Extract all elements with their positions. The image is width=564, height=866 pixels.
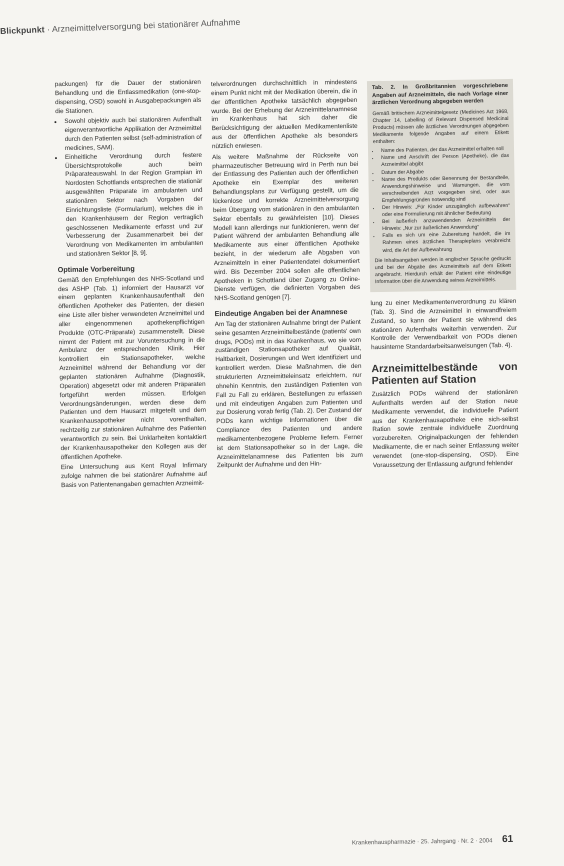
- list-item: • Der Hinweis: „Für Kinder unzugänglich aufbewahren“ oder eine Formulierung mit ähnlicher Bedeutung: [382, 203, 510, 219]
- section-heading-optimal: Optimale Vorbereitung: [57, 263, 135, 275]
- list-item: • Name des Patienten, der das Arzneimittel erhalten soll: [381, 146, 509, 155]
- journal-citation: Krankenhauspharmazie · 25. Jahrgang · Nr. 2 · 2004: [351, 838, 493, 847]
- list-item: • Name und Anschrift der Person (Apotheke), die das Arzneimittel abgibt: [381, 153, 509, 169]
- paragraph: telverordnungen durchschnittlich in mindestens einem Punkt nicht mit der Medikation überein, die in der öffentlichen Apotheke tatsächlich abgegeben wurde. Bei der Erhebung der Arzneimittelanamnese im Krankenhaus hat sich daher die Berücksichtigung der aktuellen Medikamentenliste aus der öffentlichen Apotheke als besonders nützlich erwiesen.: [210, 78, 358, 151]
- column-right: [367, 79, 519, 473]
- list-item: • Name des Produkts oder Benennung der Bestandteile, Anwendungshinweise und Warnungen, die vom verschreibenden Arzt vorgegeben sind, oder aus Empfehlungsgründen notwendig sind: [381, 175, 509, 205]
- table-box-tab2: [367, 79, 516, 292]
- paragraph: Als weitere Maßnahme der Rückseite von pharmazeutischer Betreuung wird in Perth nun bei der Entlassung des Patienten auch der öffentlichen Apotheke ein Exemplar des weiteren Behandlungsplans zur Verfügung gestellt, um die lückenlose und korrekte Arzneimittelversorgung beim Übergang vom stationären in den ambulanten Sektor ebenfalls zu gewährleisten [10]. Dieses Modell kann allerdings nur funktionieren, wenn der Patient während der ambulanten Behandlung alle Medikamente aus einer öffentlichen Apotheke bezieht, in der wiederum alle Abgaben von Arzneimitteln in einer Patientendatei dokumentiert wird. Bis Dezember 2004 sollen alle öffentlichen Apotheken in Schottland über Zugang zu Online-Dienste verfügen, die definierten Vorgaben des NHS-Scotland genügen [7].: [212, 151, 361, 303]
- bullet-list: [55, 116, 203, 260]
- column-middle: [211, 79, 363, 474]
- column-left: [55, 79, 207, 493]
- list-item: • Einheitliche Verordnung durch festere Übersichtsprotokolle auch beim Präparateauswahl. In der Region Grampian im Nordosten Schottlands entsprechen die stationär ausgewählten Präparate im ambulanten und stationären Sektor nach Vorgaben der Einrichtungsliste (Formularium), welches die in den Krankenhäusern der Region vertraglich geschlossenen Medikamente erfasst und zur Verbesserung der Zusammenarbeit bei der Verordnung von Medikamenten im ambulanten und stationären Sektor [8, 9].: [65, 152, 204, 260]
- page-number: 61: [502, 833, 514, 846]
- section-heading-bestaende: Arzneimittelbestände von Patienten auf Station: [371, 360, 518, 388]
- box-intro: Gemäß britischem Arzneimittelgesetz (Medicines Act 1968, Chapter 14, Labelling of Relevant Dispensed Medicinal Products) müssen alle ärztlichen Verordnungen abgegeben Medikamente folgende Angaben auf einem Etikett enthalten:: [372, 108, 509, 146]
- page-footer: [352, 834, 542, 848]
- header-brand: Blickpunkt: [0, 24, 45, 36]
- paragraph: packungen) für die Dauer der stationären Behandlung und die Entlassmedikation (one-stop-dispensing, OSD) sowohl in Ausgabepackungen als die Stationen.: [54, 78, 202, 115]
- box-footnote: Die Inhaltsangaben werden in englischer Sprache gedruckt und bei der Abgabe des Arzneimittels auf dem Etikett angebracht. Hierdurch erhält der Patient eine eindeutige Information über die Anwendung seines Arzneimittels.: [374, 255, 512, 286]
- box-title: Tab. 2. In Großbritannien vorgeschriebene Angaben auf Arzneimitteln, die nach Vorlage einer ärztlichen Verordnung abgegeben werden: [371, 82, 509, 107]
- paragraph: Zusätzlich PODs während der stationären Aufenthalts werden auf der Station neue Medikamente verwendet, die individuelle Patient aus der Krankenhausapotheke eine sich-selbst Ration sowie zentrale individuelle Zuordnung vorzubereiten. Originalpackungen der fehlenden Medikamente, die er nach seiner Entlassung weiter verwendet (one-stop-dispensing, OSD). Eine Voraussetzung der Entlassung aufgrund fehlender: [371, 388, 519, 469]
- list-item: • Bei äußerlich anzuwendenden Arzneimitteln der Hinweis: „Nur zur äußerlichen Anwendung“: [382, 217, 510, 233]
- list-item: • Datum der Abgabe: [381, 167, 509, 176]
- header-topic: Arzneimittelversorgung bei stationärer Aufnahme: [51, 16, 241, 35]
- running-header: Blickpunkt · Arzneimittelversorgung bei stationärer Aufnahme: [0, 16, 241, 36]
- paragraph: Eine Untersuchung aus Kent Royal Infirmary zufolge nahmen die bei stationärer Aufnahme auf Basis von Patientenangaben gemachten Arzneimit-: [60, 462, 208, 490]
- box-list: [373, 146, 511, 255]
- section-heading-anamnese: Eindeutige Angaben bei der Anamnese: [214, 307, 348, 319]
- list-item: • Sowohl objektiv auch bei stationären Aufenthalt eigenverantwortliche Applikation der Arzneimittel durch den Patienten selbst (self-administration of medicines, SAM).: [64, 116, 202, 154]
- paragraph: lung zu einer Medikamentenverordnung zu klären (Tab. 3). Sind die Arzneimittel in einwandfreiem Zustand, so kann der Patient sie während des stationären Aufenthalts weiterhin verwenden. Zur Kontrolle der Verwendbarkeit von PODs dienen hausinterne Standardarbeitsanweisungen (Tab. 4).: [370, 297, 518, 352]
- list-item: • Falls es sich um eine Zubereitung handelt, die im Rahmen eines ärztlichen Therapieplans verabreicht wird, die Art der Aufbewahrung: [382, 231, 510, 254]
- paragraph: Gemäß den Empfehlungen des NHS-Scotland und des ASHP (Tab. 1) informiert der Hausarzt vor einem geplanten Krankenhausaufenthalt den öffentlichen Apotheker des Patienten, der diesen eine Liste aller bisher verwendeten Arzneimittel und aller eingenommenen apothekenpflichtigen Produkte (OTC-Präparate) zusammenstellt. Diese nimmt der Patient mit zur Voruntersuchung in die Ambulanz der entsprechenden Klinik. Hier kontrolliert ein Stationsapotheker, welche Arzneimittel während der Behandlung vor der geplanten stationären Aufnahme (Diagnostik, Operation) abgesetzt oder mit anderen Präparaten fortgeführt werden müssen. Erfolgen Verordnungsänderungen, werden diese dem Patienten und dem Hausarzt mitgeteilt und dem Krankenhausapotheker nicht vorenthalten, rechtzeitig zur stationären Aufnahme des Patienten verantwortlich zu sein. Bei Unklarheiten kontaktiert der Krankenhausapotheker den Kollegen aus der öffentlichen Apotheke.: [57, 274, 207, 461]
- paragraph: Am Tag der stationären Aufnahme bringt der Patient seine gesamten Arzneimittelbestände (patients' own drugs, PODs) mit in das Krankenhaus, wo sie vom zuständigen Stationsapotheker auf Qualität, Haltbarkeit, Dosierungen und Wert identifiziert und kontrolliert werden. Diese Maßnahmen, die den strukturierten Arzneimitteleinsatz erleichtern, nur ohnehin Kenntnis, den zuständigen Patienten von Fall zu Fall zu erklären, Bestellungen zu erfassen und mit eindeutigen Angaben zum Patienten und zur Dosierung vorab fertig (Tab. 2). Der Zustand der PODs kann wichtige Informationen über die Compliance des Patienten und andere medikamentenbezogene Probleme liefern. Ferner ist dem Stationsapotheker so in der Lage, die Arzneimittelanamnese des Patienten bis zum Zeitpunkt der Aufnahme und den Hin-: [214, 318, 363, 470]
